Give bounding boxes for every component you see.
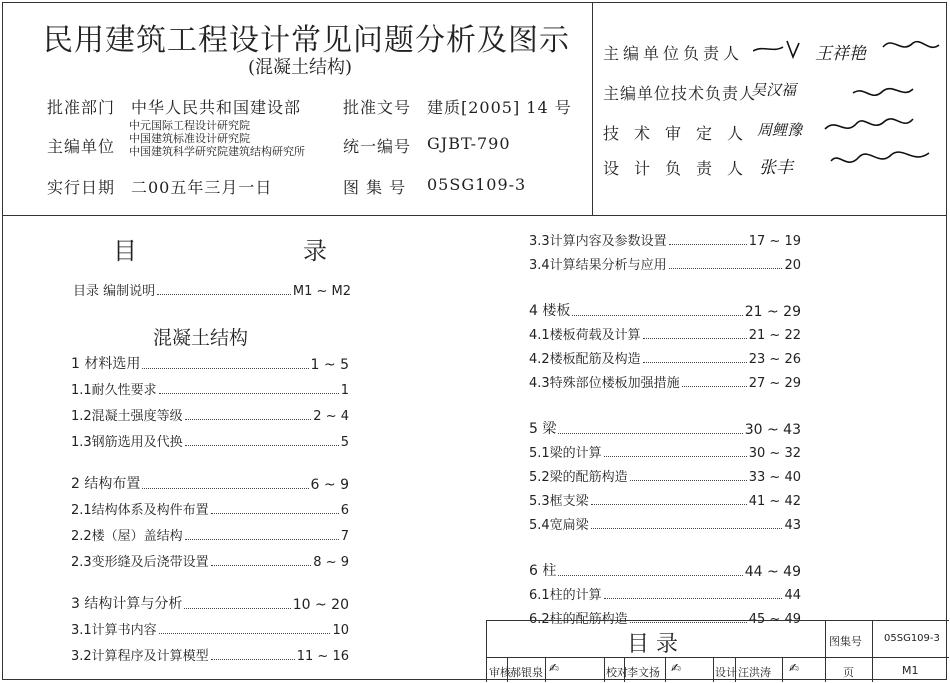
toc-entry[interactable] — [529, 418, 801, 438]
toc-entry[interactable] — [71, 551, 349, 570]
toc-entry-pages: 30 ~ 32 — [748, 446, 801, 461]
toc-entry-label: 6 柱 — [529, 563, 557, 579]
effective-date-label: 实行日期 — [47, 178, 116, 197]
toc-entry-pages: 1 ~ 5 — [310, 357, 349, 373]
toc-entry[interactable] — [71, 645, 349, 664]
review-name: 郝银泉 — [510, 666, 543, 679]
toc-entry-label: 6.2柱的配筋构造 — [529, 612, 628, 627]
toc-entry-pages: 8 ~ 9 — [313, 555, 349, 570]
toc-entry-label: 3 结构计算与分析 — [71, 596, 183, 612]
toc-entry-pages: 43 — [784, 518, 801, 533]
tech-head-signature: 吴汉福 — [751, 81, 797, 99]
chief-unit-3: 中国建筑科学研究院建筑结构研究所 — [129, 145, 305, 158]
drawing-sheet — [2, 2, 947, 680]
atlas-no-value: 05SG109-3 — [427, 175, 527, 194]
toc-entry[interactable] — [71, 473, 349, 493]
toc-entry[interactable] — [71, 593, 349, 613]
toc-entry-pages: 41 ~ 42 — [748, 494, 801, 509]
toc-entry[interactable] — [71, 431, 349, 450]
toc-entry-label: 5.2梁的配筋构造 — [529, 470, 628, 485]
toc-entry-pages: 21 ~ 22 — [748, 328, 801, 343]
design-name: 汪洪涛 — [738, 666, 771, 679]
toc-entry[interactable] — [71, 499, 349, 518]
toc-entry[interactable] — [71, 379, 349, 398]
header-divider-vertical — [592, 3, 593, 215]
toc-entry-pages: 44 ~ 49 — [744, 564, 801, 580]
toc-entry-label: 4.2楼板配筋及构造 — [529, 352, 641, 367]
toc-entry-label: 3.3计算内容及参数设置 — [529, 234, 667, 249]
design-head-signature: 张丰 — [759, 158, 793, 178]
toc-entry-pages: 2 ~ 4 — [313, 409, 349, 424]
toc-entry[interactable] — [71, 619, 349, 638]
toc-title-right: 录 — [303, 237, 327, 265]
title-block — [486, 620, 949, 682]
toc-entry-pages: 21 ~ 29 — [744, 304, 801, 320]
approval-no-label: 批准文号 — [343, 98, 412, 117]
toc-entry-pages: 30 ~ 43 — [744, 422, 801, 438]
toc-entry[interactable] — [529, 324, 801, 343]
toc-entry-label: 2 结构布置 — [71, 476, 141, 492]
effective-date-value: 二00五年三月一日 — [131, 178, 273, 197]
toc-entry-label: 3.1计算书内容 — [71, 623, 157, 638]
page-value: M1 — [902, 664, 919, 677]
tech-head-label: 主编单位技术负责人 — [603, 84, 757, 103]
chief-units-list — [129, 119, 305, 158]
toc-entry[interactable] — [529, 442, 801, 461]
toc-entry-label: 3.4计算结果分析与应用 — [529, 258, 667, 273]
toc-entry-label: 4.3特殊部位楼板加强措施 — [529, 376, 680, 391]
chief-unit-label: 主编单位 — [47, 137, 116, 156]
toc-entry[interactable] — [529, 584, 801, 603]
section-heading: 混凝土结构 — [153, 327, 249, 349]
toc-entry-label: 2.2楼（屋）盖结构 — [71, 529, 183, 544]
toc-entry[interactable] — [529, 348, 801, 367]
tech-review-signature: 周鲤豫 — [757, 121, 803, 139]
toc-entry-pages: 27 ~ 29 — [748, 376, 801, 391]
toc-entry[interactable] — [529, 254, 801, 273]
toc-entry-label: 2.1结构体系及构件布置 — [71, 503, 209, 518]
design-label: 设计 — [715, 666, 737, 679]
approval-no-value: 建质[2005] 14 号 — [427, 98, 572, 117]
toc-entry-pages: 23 ~ 26 — [748, 352, 801, 367]
toc-entry-label: 2.3变形缝及后浇带设置 — [71, 555, 209, 570]
toc-front-entry[interactable] — [73, 280, 351, 299]
drawing-title: 目 录 — [627, 632, 678, 657]
toc-entry[interactable] — [71, 525, 349, 544]
check-label: 校对 — [606, 666, 628, 679]
design-head-label: 设计负责人 — [603, 159, 759, 178]
toc-entry[interactable] — [529, 466, 801, 485]
toc-entry-label: 3.2计算程序及计算模型 — [71, 649, 209, 664]
toc-entry[interactable] — [529, 300, 801, 320]
toc-title-left: 目 — [113, 237, 137, 265]
chief-unit-head-signature: 王祥艳 — [815, 44, 866, 64]
toc-entry[interactable] — [529, 560, 801, 580]
chief-unit-1: 中元国际工程设计研究院 — [129, 119, 250, 132]
page-label: 页 — [843, 666, 854, 679]
approving-dept-label: 批准部门 — [47, 98, 116, 117]
toc-entry-label: 1 材料选用 — [71, 356, 141, 372]
toc-entry-label: 1.2混凝土强度等级 — [71, 409, 183, 424]
toc-entry-pages: 45 ~ 49 — [748, 612, 801, 627]
toc-entry-label: 4.1楼板荷载及计算 — [529, 328, 641, 343]
toc-entry-pages: 11 ~ 16 — [296, 649, 349, 664]
toc-entry[interactable] — [529, 230, 801, 249]
toc-entry-pages: 1 — [340, 383, 349, 398]
toc-entry[interactable] — [529, 372, 801, 391]
unified-no-value: GJBT-790 — [427, 134, 511, 153]
atlas-value: 05SG109-3 — [884, 633, 940, 644]
toc-entry[interactable] — [529, 514, 801, 533]
toc-front-pages: M1 ~ M2 — [292, 284, 351, 299]
approving-dept-value: 中华人民共和国建设部 — [131, 98, 302, 117]
handwritten-signatures — [753, 33, 943, 193]
chief-unit-head-label: 主编单位负责人 — [603, 44, 744, 63]
toc-entry[interactable] — [71, 353, 349, 373]
check-name: 李文扬 — [627, 666, 660, 679]
toc-entry-label: 1.1耐久性要求 — [71, 383, 157, 398]
toc-entry-pages: 10 — [332, 623, 349, 638]
toc-entry-pages: 6 ~ 9 — [310, 477, 349, 493]
check-signature: ✍ — [671, 661, 682, 675]
toc-entry-pages: 10 ~ 20 — [292, 597, 349, 613]
atlas-no-label: 图 集 号 — [343, 178, 407, 197]
review-label: 审核 — [489, 666, 511, 679]
atlas-label: 图集号 — [829, 635, 862, 648]
toc-entry[interactable] — [71, 405, 349, 424]
toc-entry-label: 6.1柱的计算 — [529, 588, 602, 603]
toc-entry[interactable] — [529, 490, 801, 509]
document-subtitle: (混凝土结构) — [248, 57, 353, 78]
toc-front-label: 目录 编制说明 — [73, 284, 156, 299]
toc-entry-pages: 7 — [340, 529, 349, 544]
toc-entry-label: 1.3钢筋选用及代换 — [71, 435, 183, 450]
toc-entry-label: 5 梁 — [529, 421, 557, 437]
toc-entry-pages: 44 — [784, 588, 801, 603]
toc-entry-pages: 20 — [784, 258, 801, 273]
toc-entry-label: 4 楼板 — [529, 303, 571, 319]
toc-entry-pages: 5 — [340, 435, 349, 450]
review-signature: ✍ — [549, 661, 560, 675]
toc-entry-label: 5.3框支梁 — [529, 494, 589, 509]
document-title: 民用建筑工程设计常见问题分析及图示 — [43, 23, 570, 58]
toc-entry-pages: 33 ~ 40 — [748, 470, 801, 485]
header-divider-horizontal — [3, 215, 946, 216]
tech-review-label: 技术审定人 — [603, 124, 759, 143]
toc-entry-pages: 17 ~ 19 — [748, 234, 801, 249]
toc-entry-pages: 6 — [340, 503, 349, 518]
toc-entry-label: 5.1梁的计算 — [529, 446, 602, 461]
unified-no-label: 统一编号 — [343, 137, 412, 156]
chief-unit-2: 中国建筑标准设计研究院 — [129, 132, 250, 145]
design-signature: ✍ — [789, 661, 800, 675]
toc-entry-label: 5.4宽扁梁 — [529, 518, 589, 533]
